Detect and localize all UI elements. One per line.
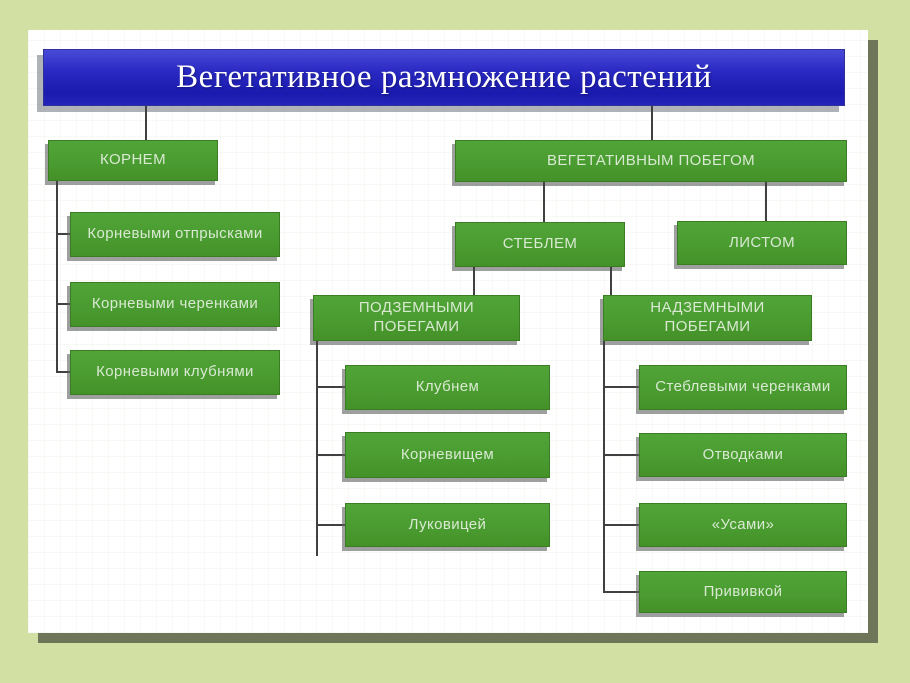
- node-by-shoot: [455, 140, 847, 182]
- node-runners: [639, 503, 847, 547]
- title-bar: [43, 49, 845, 106]
- node-label: Стеблевыми черенками: [655, 378, 831, 396]
- connector-aboveground-stub-1: [603, 386, 639, 388]
- node-root-cuttings: [70, 282, 280, 327]
- node-underground-shoots: [313, 295, 520, 341]
- connector-stem-to-aboveground: [610, 267, 612, 296]
- node-label: Корневыми отпрысками: [87, 225, 263, 243]
- connector-shoot-to-stem: [543, 182, 545, 223]
- node-label: Корневыми клубнями: [96, 363, 254, 381]
- node-by-stem: [455, 222, 625, 267]
- slide-panel: [28, 30, 868, 633]
- node-by-root: [48, 140, 218, 181]
- connector-aboveground-stub-3: [603, 524, 639, 526]
- connector-stem-to-underground: [473, 267, 475, 296]
- node-grafting: [639, 571, 847, 613]
- connector-aboveground-stub-4: [603, 591, 639, 593]
- connector-aboveground-trunk: [603, 341, 605, 593]
- connector-title-to-root: [145, 106, 147, 141]
- connector-underground-stub-1: [316, 386, 345, 388]
- node-by-leaf: [677, 221, 847, 265]
- node-label: «Усами»: [711, 515, 775, 533]
- connector-underground-stub-3: [316, 524, 345, 526]
- node-label: ВЕГЕТАТИВНЫМ ПОБЕГОМ: [546, 151, 756, 169]
- node-label: Прививкой: [703, 582, 783, 600]
- connector-aboveground-stub-2: [603, 454, 639, 456]
- node-label-line1: ПОДЗЕМНЫМИ: [358, 299, 475, 317]
- node-bulb: [345, 503, 550, 547]
- node-root-tubers: [70, 350, 280, 395]
- node-aboveground-shoots: [603, 295, 812, 341]
- node-label: Корневыми черенками: [91, 295, 259, 313]
- connector-root-trunk: [56, 181, 58, 373]
- node-label: Отводками: [702, 445, 784, 463]
- connector-underground-stub-2: [316, 454, 345, 456]
- node-label: ЛИСТОМ: [728, 233, 795, 251]
- connector-shoot-to-leaf: [765, 182, 767, 222]
- node-label: Луковицей: [408, 515, 487, 533]
- connector-title-to-shoot: [651, 106, 653, 141]
- node-root-offshoots: [70, 212, 280, 257]
- node-label-line1: НАДЗЕМНЫМИ: [650, 299, 765, 317]
- page-title: Вегетативное размножение растений: [176, 59, 712, 95]
- node-layering: [639, 433, 847, 477]
- node-stem-cuttings: [639, 365, 847, 410]
- node-label: Корневищем: [400, 445, 495, 463]
- node-label: СТЕБЛЕМ: [502, 235, 578, 253]
- node-label-line2: ПОБЕГАМИ: [373, 318, 460, 335]
- node-label-line2: ПОБЕГАМИ: [664, 318, 751, 335]
- node-tuber: [345, 365, 550, 410]
- node-label: КОРНЕМ: [100, 151, 166, 169]
- node-label: Клубнем: [415, 378, 480, 396]
- node-rhizome: [345, 432, 550, 478]
